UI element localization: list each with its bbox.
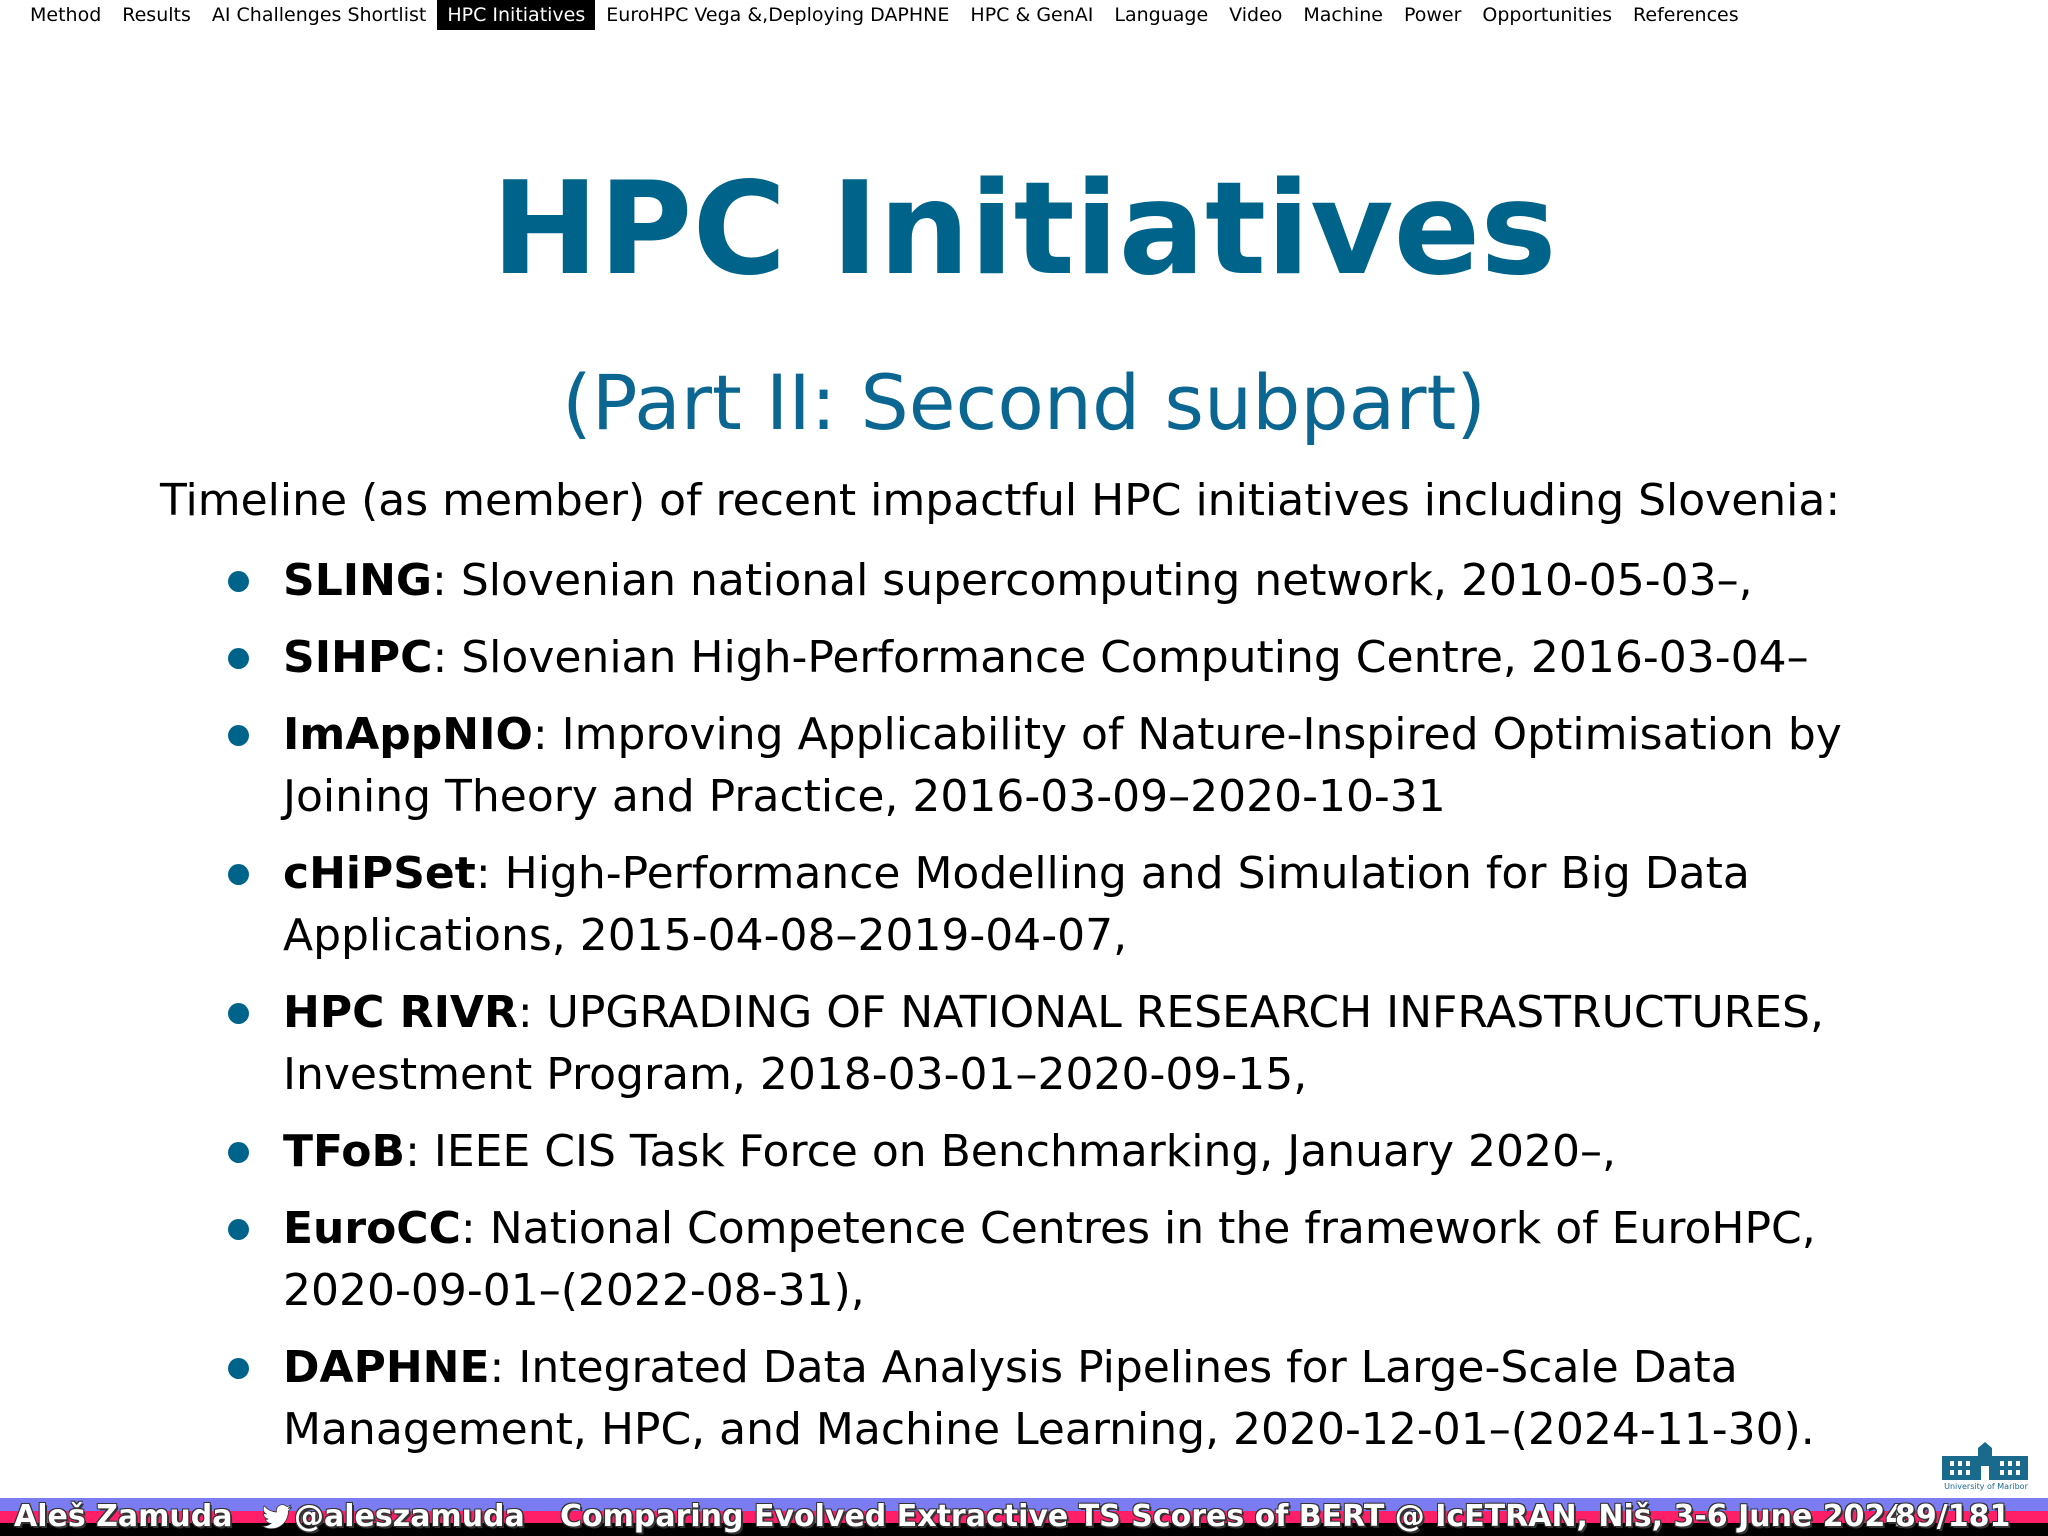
nav-item-hpc-initiatives[interactable]: HPC Initiatives: [437, 0, 595, 30]
bullet-icon: [228, 648, 249, 669]
initiative-description: : IEEE CIS Task Force on Benchmarking, January 2020–,: [405, 1126, 1617, 1177]
initiative-name: SIHPC: [283, 632, 433, 683]
footer-bar: [0, 1498, 2048, 1536]
nav-item-method[interactable]: Method: [30, 4, 102, 26]
list-item: [0, 843, 2048, 967]
initiative-name: SLING: [283, 555, 433, 606]
nav-item-language[interactable]: Language: [1114, 4, 1209, 26]
nav-item-ai-challenges-shortlist[interactable]: AI Challenges Shortlist: [211, 4, 427, 26]
logo-caption: University of Maribor: [1944, 1482, 2028, 1491]
nav-item-machine[interactable]: Machine: [1303, 4, 1383, 26]
nav-item-opportunities[interactable]: Opportunities: [1482, 4, 1613, 26]
nav-item-references[interactable]: References: [1633, 4, 1739, 26]
nav-item-eurohpc-vega-daphne[interactable]: EuroHPC Vega &,Deploying DAPHNE: [606, 4, 950, 26]
bullet-icon: [228, 1003, 249, 1024]
initiatives-list: [0, 550, 2048, 1476]
initiative-name: EuroCC: [283, 1203, 461, 1254]
twitter-bird-icon: [262, 1503, 292, 1531]
list-item: [0, 704, 2048, 828]
footer-author: Aleš Zamuda: [14, 1499, 233, 1534]
initiative-description: : High-Performance Modelling and Simulation for Big Data Applications, 2015-04-08–2019-04-07,: [283, 848, 1750, 961]
twitter-handle: @aleszamuda: [294, 1499, 525, 1534]
slide-title: HPC Initiatives: [491, 155, 1557, 304]
initiative-description: : Slovenian national supercomputing network, 2010-05-03–,: [432, 555, 1753, 606]
nav-item-video[interactable]: Video: [1229, 4, 1283, 26]
list-item: [0, 1121, 2048, 1183]
initiative-name: HPC RIVR: [283, 987, 518, 1038]
initiative-name: ImAppNIO: [283, 709, 533, 760]
bullet-icon: [228, 725, 249, 746]
initiative-name: DAPHNE: [283, 1342, 490, 1393]
nav-item-hpc-genai[interactable]: HPC & GenAI: [970, 4, 1094, 26]
initiative-description: : UPGRADING OF NATIONAL RESEARCH INFRASTRUCTURES, Investment Program, 2018-03-01–2020-09-15,: [283, 987, 1824, 1100]
list-item: [0, 550, 2048, 612]
list-item: [0, 1337, 2048, 1461]
bullet-icon: [228, 1358, 249, 1379]
footer-talk-title: Comparing Evolved Extractive TS Scores of BERT @ IcETRAN, Niš, 3-6 June 2024: [560, 1499, 1907, 1534]
list-item: [0, 1198, 2048, 1322]
initiative-name: TFoB: [283, 1126, 406, 1177]
top-navigation: [20, 0, 1750, 30]
bullet-icon: [228, 1142, 249, 1163]
initiative-description: : National Competence Centres in the framework of EuroHPC, 2020-09-01–(2022-08-31),: [283, 1203, 1816, 1316]
nav-item-results[interactable]: Results: [122, 4, 191, 26]
footer-twitter[interactable]: [262, 1500, 525, 1534]
footer-page-number: 89/181: [1895, 1499, 2011, 1534]
nav-item-power[interactable]: Power: [1403, 4, 1462, 26]
initiative-name: cHiPSet: [283, 848, 476, 899]
initiative-description: : Slovenian High-Performance Computing Centre, 2016-03-04–: [432, 632, 1809, 683]
bullet-icon: [228, 571, 249, 592]
bullet-icon: [228, 1219, 249, 1240]
initiative-description: : Improving Applicability of Nature-Inspired Optimisation by Joining Theory and Practice, 2016-03-09–2020-10-31: [283, 709, 1842, 822]
slide-subtitle: (Part II: Second subpart): [562, 358, 1486, 447]
bullet-icon: [228, 864, 249, 885]
initiative-description: : Integrated Data Analysis Pipelines for Large-Scale Data Management, HPC, and Machine Learning, 2020-12-01–(2024-11-30).: [283, 1342, 1815, 1455]
slide-intro: Timeline (as member) of recent impactful HPC initiatives including Slovenia:: [160, 475, 1841, 526]
list-item: [0, 627, 2048, 689]
list-item: [0, 982, 2048, 1106]
